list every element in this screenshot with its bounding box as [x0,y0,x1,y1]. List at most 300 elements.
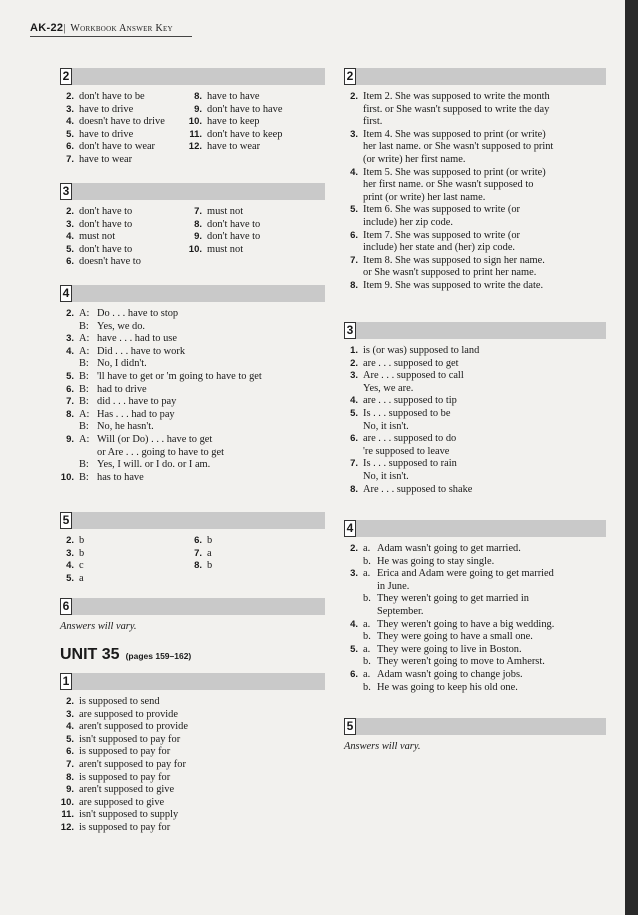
exercise-section [60,68,325,167]
answer-text: don't have to [79,218,133,230]
answer-text: 're supposed to leave [363,445,450,457]
item-number: 7. [350,458,358,470]
section-bar [60,183,325,200]
answer-line [188,141,282,154]
answer-text: Has . . . had to pay [97,408,175,420]
section-bar [344,718,606,735]
answers-will-vary: Answers will vary. [344,741,421,752]
answer-line [60,784,325,797]
item-number: 6. [350,229,358,241]
item-number: 3. [66,103,74,115]
answer-line [344,656,606,669]
answer-line [344,91,606,104]
answer-line [344,606,606,619]
speaker-label: A: [79,345,90,357]
answer-line [344,255,606,268]
answer-text: don't have to [207,231,261,243]
answer-line [344,581,606,594]
answer-text: isn't supposed to supply [79,809,179,821]
answer-text: her first name. or She wasn't supposed to [363,179,534,191]
section-number: 2 [344,68,356,85]
answer-line [344,619,606,632]
answer-line [188,560,212,573]
item-number: 6. [350,433,358,445]
item-number: 8. [350,279,358,291]
answer-text: They were going to live in Boston. [377,643,522,655]
answer-text: Item 8. She was supposed to sign her name. [363,254,545,266]
answer-line [188,129,282,142]
item-number: 3. [66,547,74,559]
item-number: 9. [194,103,202,115]
answer-line [344,192,606,205]
answer-text: Did . . . have to work [97,345,186,357]
answer-line [60,822,325,835]
answer-line [344,280,606,293]
speaker-label: b. [363,593,371,605]
speaker-label: a. [363,618,371,630]
answer-line [60,809,325,822]
exercise-section [60,673,325,835]
answer-columns [60,206,325,269]
answer-line [344,179,606,192]
item-number: 2. [66,535,74,546]
speaker-label: A: [79,333,90,345]
answer-text: are supposed to provide [79,708,178,720]
answer-line [344,593,606,606]
section-bar [60,512,325,529]
item-number: 3. [350,128,358,140]
item-number: 5. [66,128,74,140]
item-number: 2. [350,91,358,102]
item-number: 2. [66,206,74,217]
answer-line [344,543,606,556]
unit-pages: (pages 159–162) [125,651,192,661]
section-bar [344,520,606,537]
answer-line [60,308,325,321]
exercise-section [344,322,606,496]
answer-line [344,167,606,180]
section-number: 5 [344,718,356,735]
answer-text: or Are . . . going to have to get [97,446,224,458]
answer-column [188,535,212,573]
item-number: 6. [350,668,358,680]
item-number: 2. [66,91,74,102]
answer-line [60,573,325,586]
item-number: 8. [194,560,202,572]
answers-will-vary: Answers will vary. [60,621,137,632]
answer-text: print (or write) her last name. [363,191,486,203]
item-number: 3. [350,568,358,580]
exercise-section [60,183,325,269]
answer-text: aren't supposed to pay for [79,758,186,770]
answer-text: They weren't going to get married in [377,593,529,605]
answer-text: is supposed to send [79,696,160,707]
answer-text: is supposed to pay for [79,746,171,758]
item-number: 4. [350,166,358,178]
answer-text: They were going to have a small one. [377,631,533,643]
answer-text: doesn't have to drive [79,116,165,128]
item-number: 10. [188,243,202,255]
answer-line [344,433,606,446]
exercise-section [60,512,325,585]
answer-text: Item 2. She was supposed to write the month [363,91,550,102]
speaker-label: B: [79,471,89,483]
answer-text: must not [207,243,244,255]
speaker-label: a. [363,543,371,554]
item-number: 5. [350,407,358,419]
item-number: 3. [66,708,74,720]
answer-line [344,230,606,243]
answer-line [60,696,325,709]
answer-text: don't have to [79,243,133,255]
answer-line [188,244,260,257]
answer-line [60,797,325,810]
page-number: AK-22 [30,22,64,34]
running-title: Workbook Answer Key [70,23,173,34]
section-number: 4 [344,520,356,537]
item-number: 2. [350,357,358,369]
speaker-label: B: [79,370,89,382]
answer-line [188,535,212,548]
answer-text: or She wasn't supposed to print her name. [363,267,537,279]
item-number: 4. [66,231,74,243]
speaker-label: B: [79,383,89,395]
answer-line [188,206,260,219]
answer-text: are . . . supposed to do [363,433,457,445]
answer-text: are . . . supposed to tip [363,395,457,407]
item-number: 3. [66,218,74,230]
answer-text: did . . . have to pay [97,396,177,408]
answer-line [344,242,606,255]
answer-text: first. [363,116,383,128]
speaker-label: A: [79,433,90,445]
item-number: 6. [66,141,74,153]
answer-text: Item 7. She was supposed to write (or [363,229,520,241]
item-number: 2. [66,696,74,707]
answer-line [188,104,282,117]
item-number: 4. [350,618,358,630]
answer-text: Are . . . supposed to call [363,370,464,382]
answer-text: must not [79,231,116,243]
answer-text: b [79,535,85,546]
item-number: 6. [66,256,74,268]
answer-text: No, he hasn't. [97,421,154,433]
item-number: 7. [194,206,202,217]
answer-text: have to drive [79,128,134,140]
item-number: 4. [350,395,358,407]
answer-line [344,204,606,217]
answer-text: have . . . had to use [97,333,177,345]
header-rule [30,36,192,37]
answer-text: is supposed to pay for [79,821,171,833]
answer-text: Item 5. She was supposed to print (or write) [363,166,546,178]
item-number: 6. [66,383,74,395]
item-number: 4. [66,560,74,572]
answer-line [344,154,606,167]
item-number: 8. [194,218,202,230]
answer-line [344,484,606,497]
answer-line [344,568,606,581]
answer-text: b [207,560,213,572]
answer-text: No, it isn't. [363,420,409,432]
answer-line [188,116,282,129]
answer-text: are supposed to give [79,796,165,808]
answer-line [344,446,606,459]
answer-text: don't have to have [207,103,283,115]
answer-line [60,472,325,485]
answer-line [60,721,325,734]
exercise-section [344,718,606,752]
answer-line [344,556,606,569]
item-number: 10. [60,796,74,808]
answer-line [60,772,325,785]
answer-line [60,759,325,772]
speaker-label: B: [79,320,89,332]
answer-text: isn't supposed to pay for [79,733,181,745]
section-number: 5 [60,512,72,529]
item-number: 3. [66,333,74,345]
section-number: 4 [60,285,72,302]
answer-text: No, it isn't. [363,470,409,482]
item-number: 8. [194,91,202,102]
item-number: 10. [60,471,74,483]
answer-text: b [79,547,85,559]
exercise-section [60,598,325,632]
item-number: 5. [66,733,74,745]
answer-text: is supposed to pay for [79,771,171,783]
answer-line [344,395,606,408]
item-number: 5. [66,370,74,382]
speaker-label: A: [79,308,90,319]
answer-line [344,644,606,657]
item-number: 1. [350,345,358,356]
answer-column [188,91,282,154]
exercise-section [344,68,606,293]
answer-text: Yes, we do. [97,320,146,332]
answer-line [60,333,325,346]
answer-columns [60,535,325,585]
answer-column [188,206,260,256]
answer-text: don't have to wear [79,141,156,153]
answer-text: He was going to keep his old one. [377,681,518,693]
speaker-label: B: [79,396,89,408]
item-number: 4. [66,721,74,733]
answer-text: her last name. or She wasn't supposed to print [363,141,554,153]
answer-line [344,458,606,471]
answer-columns [60,91,325,167]
item-number: 10. [188,116,202,128]
speaker-label: A: [79,408,90,420]
answer-text: 'll have to get or 'm going to have to get [97,370,262,382]
answer-line [344,682,606,695]
answer-line [344,471,606,484]
item-number: 5. [66,572,74,584]
item-number: 8. [350,483,358,495]
item-number: 5. [350,643,358,655]
speaker-label: a. [363,643,371,655]
answer-text: has to have [97,471,144,483]
speaker-label: B: [79,459,89,471]
answer-text: had to drive [97,383,147,395]
answer-text: have to wear [207,141,261,153]
answer-text: a [207,547,212,559]
answer-text: include) her zip code. [363,216,454,228]
item-number: 2. [66,308,74,319]
answer-text: don't have to keep [207,128,283,140]
answer-text: No, I didn't. [97,358,147,370]
answer-text: Item 4. She was supposed to print (or write) [363,128,546,140]
item-number: 7. [66,396,74,408]
section-bar [60,68,325,85]
speaker-label: b. [363,631,371,643]
answer-text: c [79,560,84,572]
answer-line [188,548,212,561]
answer-text: have to wear [79,153,133,165]
section-number: 3 [60,183,72,200]
item-number: 8. [66,771,74,783]
answer-text: (or write) her first name. [363,153,466,165]
answer-line [60,321,325,334]
item-number: 7. [66,153,74,165]
item-number: 8. [66,408,74,420]
answer-line [60,734,325,747]
item-number: 5. [66,243,74,255]
answer-text: first. or She wasn't supposed to write the day [363,103,550,115]
answer-line [344,141,606,154]
answer-line [60,746,325,759]
answer-line [344,104,606,117]
answer-text: have to drive [79,103,134,115]
section-bar [344,322,606,339]
answer-text: Item 6. She was supposed to write (or [363,204,520,216]
answer-text: Yes, we are. [363,382,414,394]
answer-line [344,129,606,142]
answer-line [344,669,606,682]
answer-line [60,346,325,359]
answer-line [344,408,606,421]
answer-text: Erica and Adam were going to get married [377,568,554,580]
answer-line [344,267,606,280]
answer-line [344,383,606,396]
speaker-label: b. [363,681,371,693]
unit-title: UNIT 35 [60,646,120,663]
page-header: AK-22| Workbook Answer Key [30,22,173,34]
answer-text: Adam wasn't going to get married. [377,543,521,554]
item-number: 4. [66,116,74,128]
answer-line [344,116,606,129]
answer-line [188,231,260,244]
answer-text: include) her state and (her) zip code. [363,242,516,254]
answer-line [344,421,606,434]
answer-text: Is . . . supposed to rain [363,458,457,470]
speaker-label: B: [79,421,89,433]
item-number: 6. [194,535,202,546]
speaker-label: b. [363,656,371,668]
section-bar [344,68,606,85]
answer-text: is (or was) supposed to land [363,345,480,356]
item-number: 9. [66,433,74,445]
item-number: 3. [350,370,358,382]
item-number: 7. [194,547,202,559]
answer-text: Adam wasn't going to change jobs. [377,668,523,680]
item-number: 11. [61,809,74,821]
exercise-section [344,520,606,694]
item-number: 12. [188,141,202,153]
answer-text: b [207,535,213,546]
item-number: 5. [350,204,358,216]
answer-line [60,384,325,397]
answer-line [188,219,260,232]
section-bar [60,285,325,302]
answer-text: doesn't have to [79,256,141,268]
item-number: 6. [66,746,74,758]
item-number: 7. [66,758,74,770]
answer-line [60,396,325,409]
answer-text: Item 9. She was supposed to write the date. [363,279,544,291]
answer-line [60,459,325,472]
speaker-label: b. [363,555,371,567]
speaker-label: a. [363,668,371,680]
answer-line [344,345,606,358]
answer-line [344,217,606,230]
section-bar [60,598,325,615]
answer-line [60,358,325,371]
answer-line [188,91,282,104]
answer-text: Is . . . supposed to be [363,407,451,419]
answer-text: They weren't going to move to Amherst. [377,656,545,668]
answer-text: must not [207,206,244,217]
speaker-label: a. [363,568,371,580]
answer-text: Are . . . supposed to shake [363,483,473,495]
answer-line [60,409,325,422]
answer-text: don't have to [79,206,133,217]
page-edge [625,0,638,915]
speaker-label: B: [79,358,89,370]
section-number: 3 [344,322,356,339]
answer-text: have to keep [207,116,260,128]
answer-line [60,256,325,269]
answer-line [344,370,606,383]
section-bar [60,673,325,690]
answer-text: have to have [207,91,260,102]
answer-text: September. [377,605,424,617]
answer-text: Will (or Do) . . . have to get [97,433,213,445]
item-number: 9. [66,784,74,796]
item-number: 9. [194,231,202,243]
answer-text: Yes, I will. or I do. or I am. [97,459,211,471]
item-number: 4. [66,345,74,357]
section-number: 2 [60,68,72,85]
answer-line [344,631,606,644]
answer-text: aren't supposed to give [79,784,175,796]
section-number: 1 [60,673,72,690]
section-number: 6 [60,598,72,615]
unit-heading [60,646,325,664]
answer-line [60,371,325,384]
answer-line [60,434,325,447]
answer-text: a [79,572,84,584]
answer-line [60,421,325,434]
answer-line [60,447,325,460]
answer-text: aren't supposed to provide [79,721,188,733]
answer-text: don't have to [207,218,261,230]
answer-line [344,358,606,371]
item-number: 2. [350,543,358,554]
item-number: 7. [350,254,358,266]
answer-line [60,709,325,722]
exercise-section [60,285,325,484]
answer-text: He was going to stay single. [377,555,495,567]
